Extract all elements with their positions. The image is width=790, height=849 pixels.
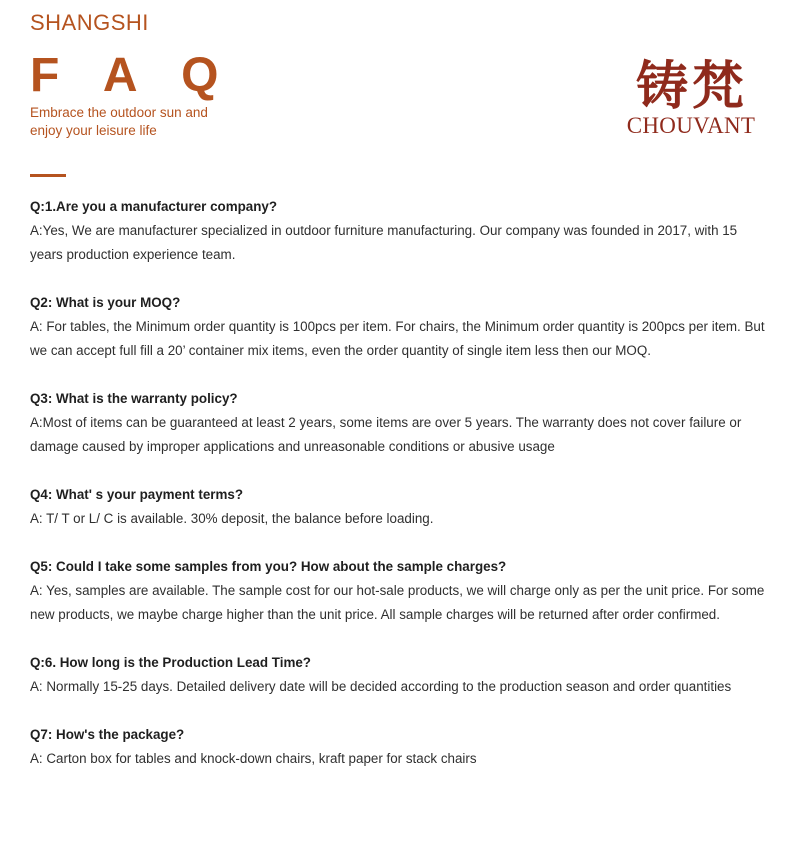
page-title: F A Q: [30, 49, 235, 102]
faq-answer: A:Most of items can be guaranteed at least 2 years, some items are over 5 years. The warranty does not cover failure or damage caused by improper applications and unreasonable conditions or abusive usage: [30, 415, 742, 454]
tagline: [30, 104, 270, 140]
brand-name: SHANGSHI: [30, 10, 149, 35]
faq-item: [30, 651, 765, 699]
title-divider: [30, 174, 66, 177]
faq-question: Q3: What is the warranty policy?: [30, 391, 238, 406]
faq-item: [30, 195, 765, 267]
tagline-line-2: enjoy your leisure life: [30, 123, 157, 138]
brand-logo: [614, 58, 768, 142]
faq-answer: A: T/ T or L/ C is available. 30% deposit, the balance before loading.: [30, 511, 434, 526]
faq-item: [30, 723, 765, 771]
faq-question: Q7: How's the package?: [30, 727, 185, 742]
faq-answer: A: Normally 15-25 days. Detailed delivery date will be decided according to the production season and order quantities: [30, 679, 732, 694]
faq-item: [30, 387, 765, 459]
logo-wordmark: CHOUVANT: [626, 113, 756, 138]
faq-answer: A: Carton box for tables and knock-down chairs, kraft paper for stack chairs: [30, 751, 477, 766]
faq-question: Q5: Could I take some samples from you? How about the sample charges?: [30, 559, 507, 574]
logo-chinese-characters: 铸梵: [635, 56, 748, 117]
faq-item: [30, 483, 765, 531]
tagline-line-1: Embrace the outdoor sun and: [30, 105, 208, 120]
faq-question: Q:6. How long is the Production Lead Time?: [30, 655, 311, 670]
faq-question: Q2: What is your MOQ?: [30, 295, 181, 310]
faq-answer: A:Yes, We are manufacturer specialized in outdoor furniture manufacturing. Our company was founded in 2017, with 15 years production experience team.: [30, 223, 738, 262]
faq-item: [30, 291, 765, 363]
faq-list: [30, 195, 765, 795]
faq-item: [30, 555, 765, 627]
faq-question: Q:1.Are you a manufacturer company?: [30, 199, 278, 214]
faq-question: Q4: What' s your payment terms?: [30, 487, 244, 502]
faq-answer: A: For tables, the Minimum order quantity is 100pcs per item. For chairs, the Minimum order quantity is 200pcs per item. But we can accept full fill a 20’ container mix items, even the order quantity of single item less then our MOQ.: [30, 319, 765, 358]
faq-answer: A: Yes, samples are available. The sample cost for our hot-sale products, we will charge only as per the unit price. For some new products, we maybe charge higher than the unit price. All sample charges will be returned after order confirmed.: [30, 583, 765, 622]
